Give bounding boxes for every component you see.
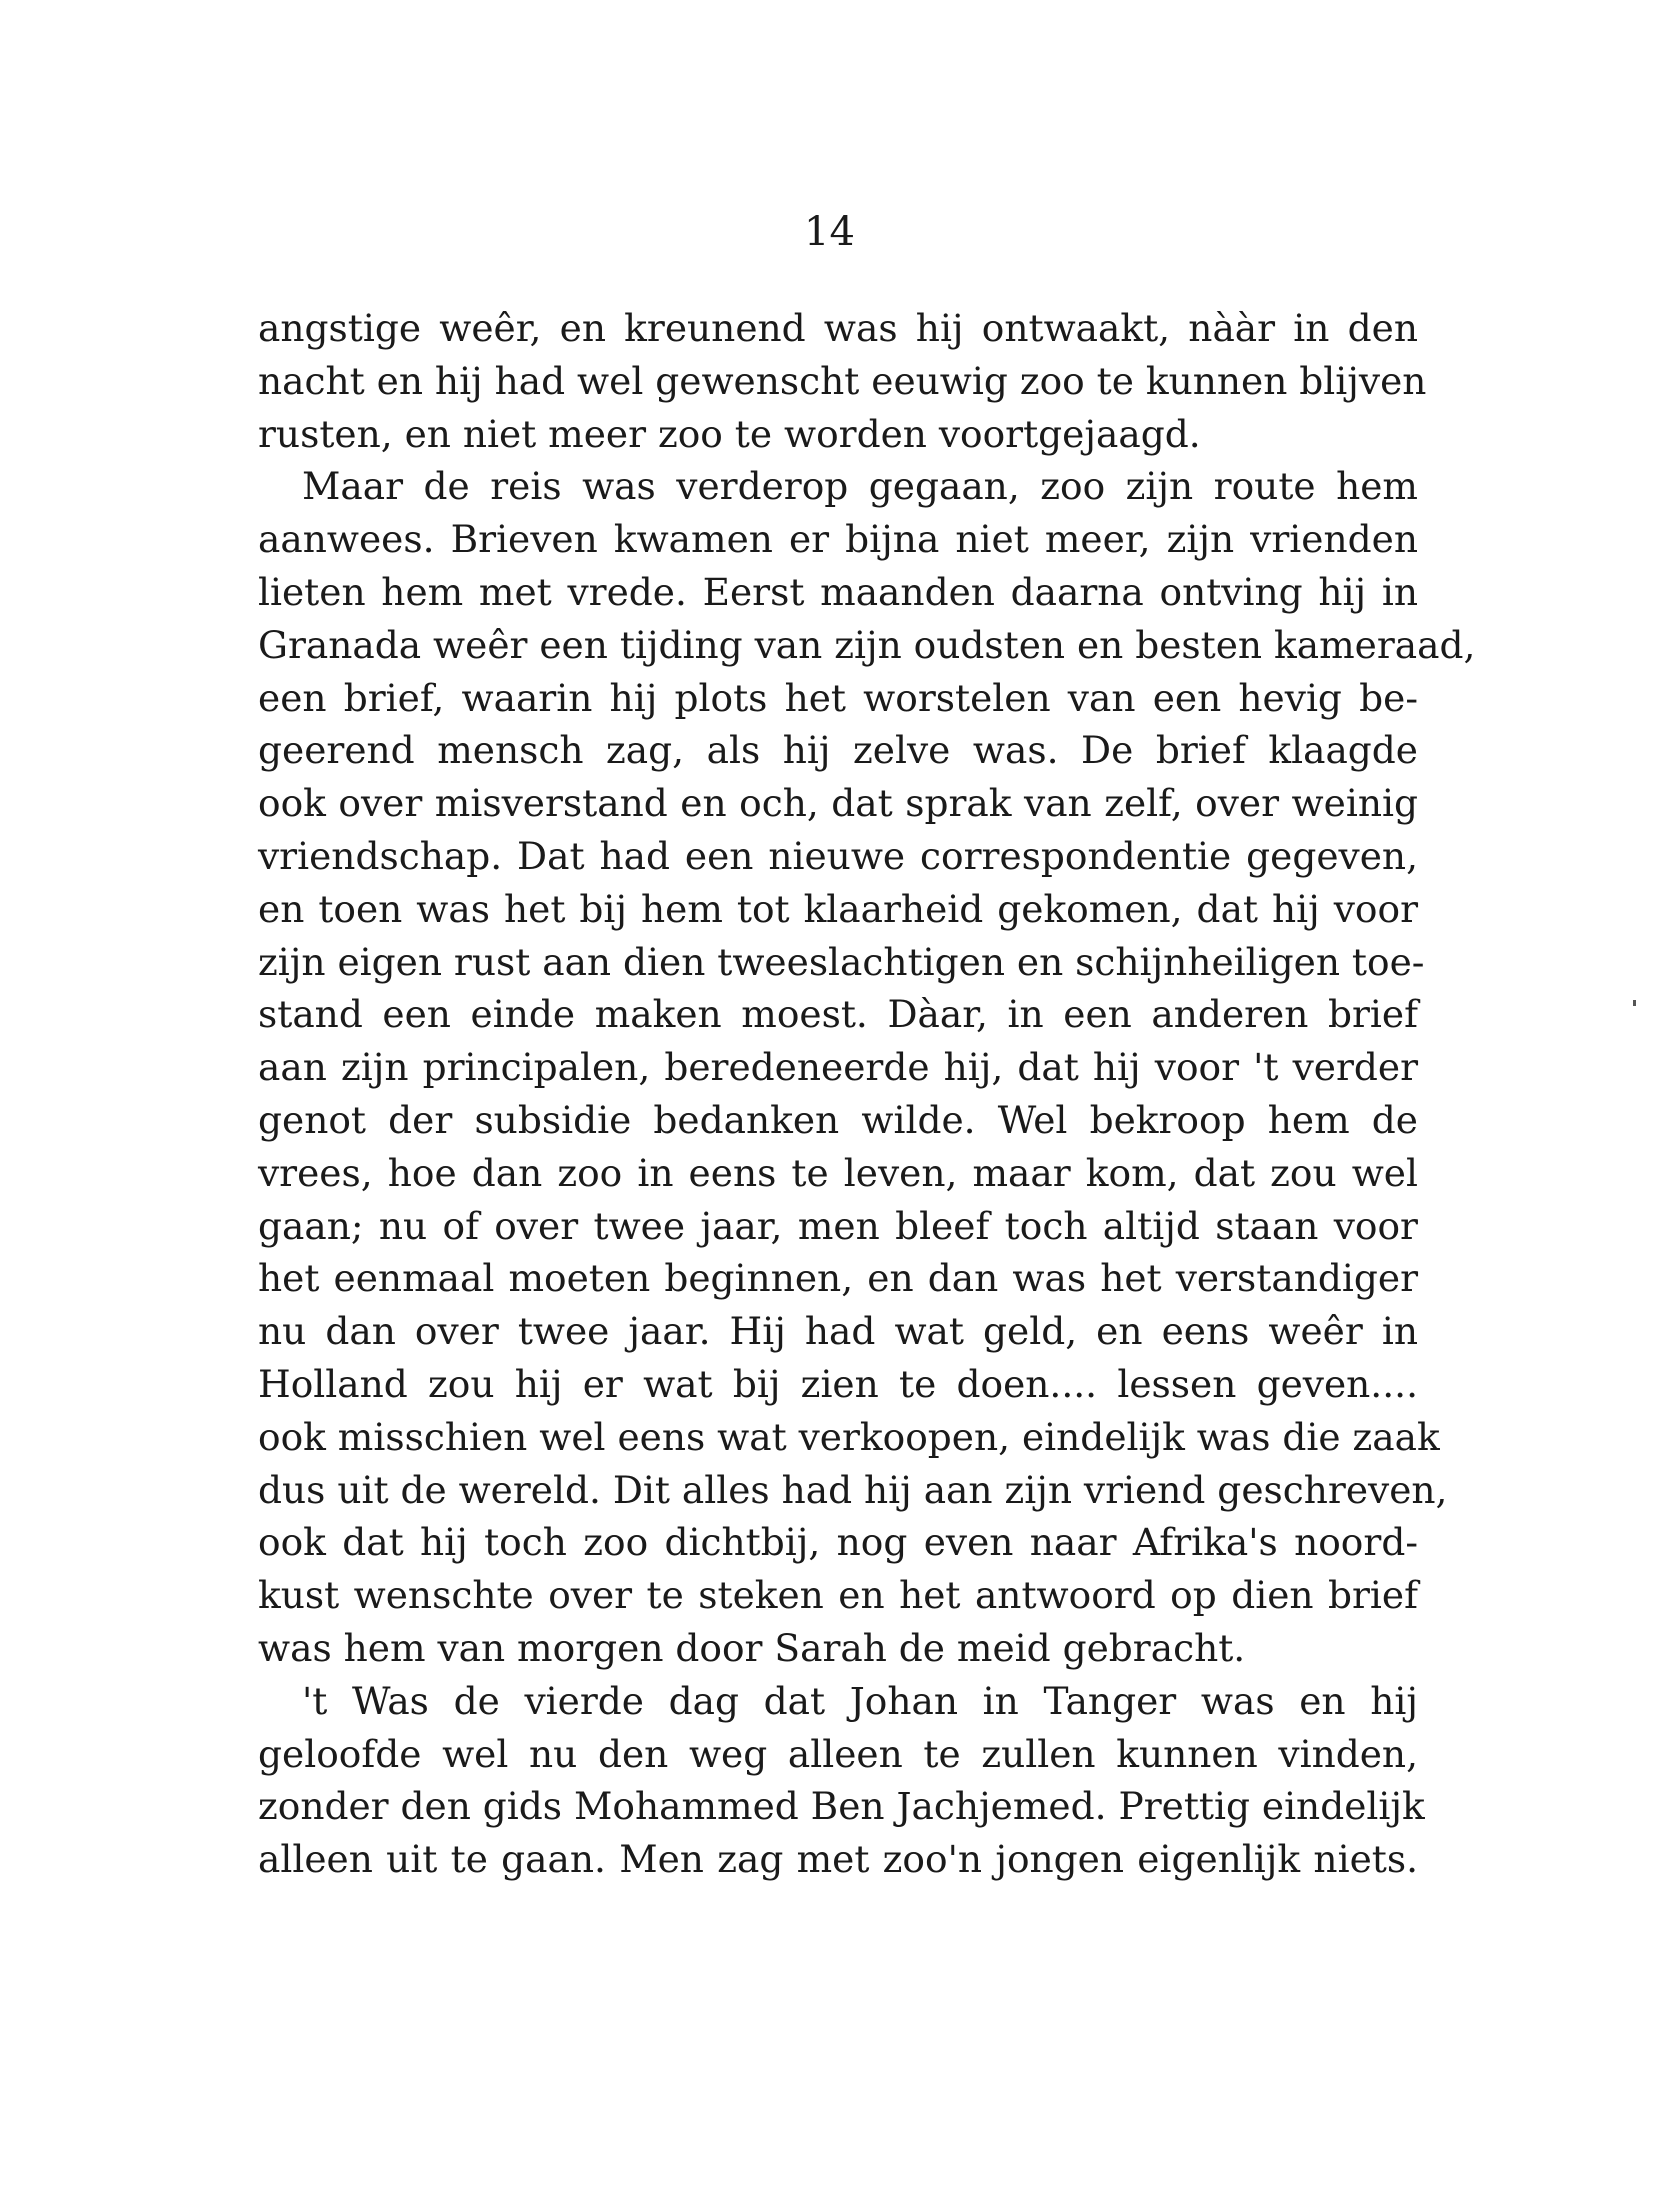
- text-line: ook misschien wel eens wat verkoopen, eindelijk was die zaak: [258, 1414, 1440, 1459]
- text-line: kust wenschte over te steken en het antwoord op dien brief: [258, 1573, 1418, 1618]
- text-line: stand een einde maken moest. Dàar, in een anderen brief: [258, 992, 1418, 1037]
- text-line: gaan; nu of over twee jaar, men bleef toch altijd staan voor: [258, 1203, 1418, 1248]
- text-line: nacht en hij had wel gewenscht eeuwig zoo te kunnen blijven: [258, 358, 1427, 403]
- text-line: een brief, waarin hij plots het worstelen van een hevig be-: [258, 675, 1418, 720]
- text-line: zijn eigen rust aan dien tweeslachtigen en schijnheiligen toe-: [258, 939, 1425, 984]
- text-line: vrees, hoe dan zoo in eens te leven, maar kom, dat zou wel: [258, 1150, 1418, 1195]
- paragraph-2: [258, 460, 1476, 1674]
- text-line: en toen was het bij hem tot klaarheid gekomen, dat hij voor: [258, 886, 1418, 931]
- text-line: Holland zou hij er wat bij zien te doen.... lessen geven....: [258, 1361, 1418, 1406]
- text-line: geerend mensch zag, als hij zelve was. De brief klaagde: [258, 728, 1418, 773]
- text-line: aan zijn principalen, beredeneerde hij, dat hij voor 't verder: [258, 1045, 1418, 1090]
- paragraph-3: [258, 1675, 1425, 1886]
- text-line: zonder den gids Mohammed Ben Jachjemed. Prettig eindelijk: [258, 1784, 1425, 1829]
- text-line: ook dat hij toch zoo dichtbij, nog even naar Afrika's noord-: [258, 1520, 1418, 1565]
- text-line: lieten hem met vrede. Eerst maanden daarna ontving hij in: [258, 569, 1418, 614]
- margin-mark: [1633, 1000, 1636, 1006]
- paragraph-1: [258, 302, 1427, 460]
- text-line: was hem van morgen door Sarah de meid gebracht.: [258, 1625, 1246, 1670]
- text-line: vriendschap. Dat had een nieuwe correspondentie gegeven,: [258, 833, 1418, 878]
- page-number: 14: [804, 209, 855, 255]
- text-line: genot der subsidie bedanken wilde. Wel bekroop hem de: [258, 1097, 1418, 1142]
- text-line: Maar de reis was verderop gegaan, zoo zijn route hem: [302, 464, 1418, 509]
- text-line: dus uit de wereld. Dit alles had hij aan zijn vriend geschreven,: [258, 1467, 1448, 1512]
- text-line: nu dan over twee jaar. Hij had wat geld, en eens weêr in: [258, 1309, 1418, 1354]
- text-line: rusten, en niet meer zoo te worden voortgejaagd.: [258, 411, 1201, 456]
- text-line: angstige weêr, en kreunend was hij ontwaakt, nààr in den: [258, 306, 1418, 350]
- text-line: het eenmaal moeten beginnen, en dan was het verstandiger: [258, 1256, 1418, 1301]
- text-line: 't Was de vierde dag dat Johan in Tanger was en hij: [302, 1678, 1418, 1723]
- text-line: alleen uit te gaan. Men zag met zoo'n jongen eigenlijk niets.: [258, 1837, 1418, 1882]
- body-text: [258, 302, 1476, 1886]
- text-line: aanwees. Brieven kwamen er bijna niet meer, zijn vrienden: [258, 517, 1418, 562]
- text-line: Granada weêr een tijding van zijn oudsten en besten kameraad,: [258, 622, 1476, 667]
- text-line: ook over misverstand en och, dat sprak van zelf, over weinig: [258, 781, 1418, 826]
- text-line: geloofde wel nu den weg alleen te zullen kunnen vinden,: [258, 1731, 1418, 1776]
